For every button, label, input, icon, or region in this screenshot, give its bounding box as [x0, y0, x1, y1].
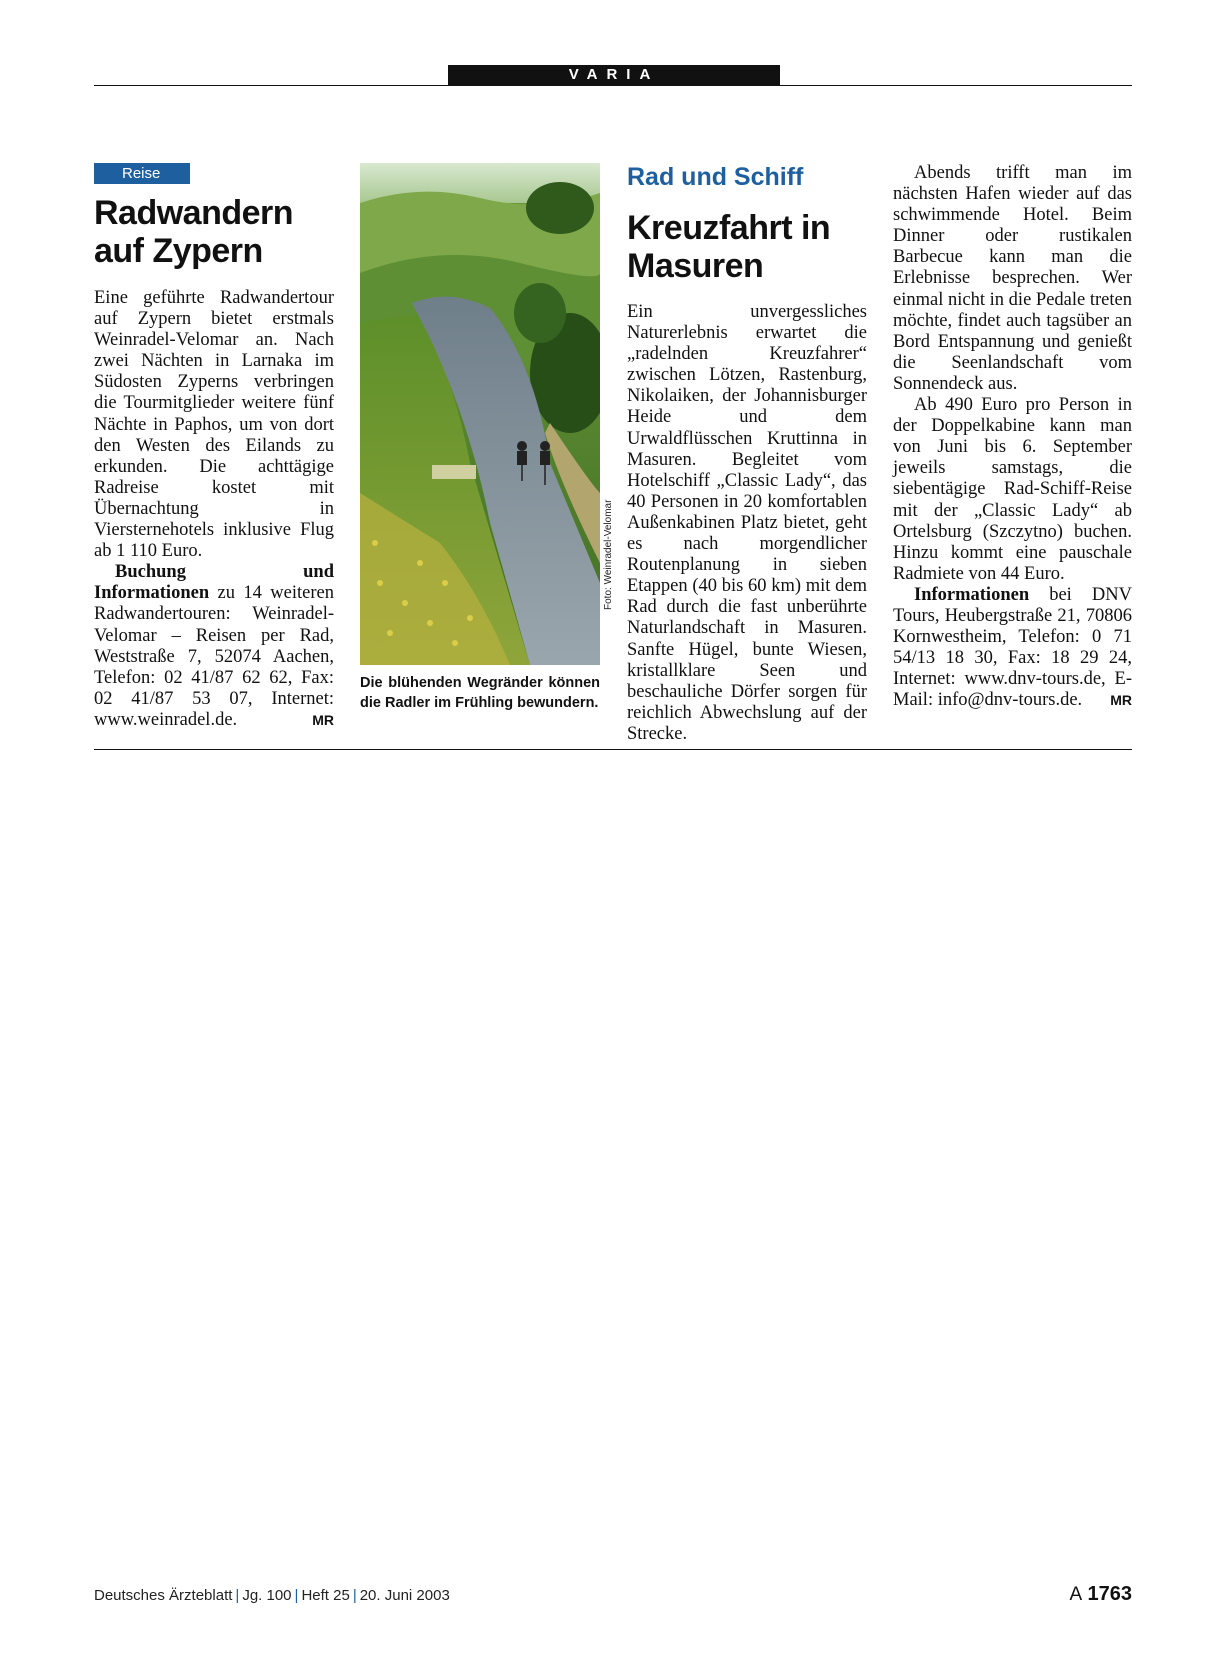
article-paragraph: Ein unvergessliches Naturerlebnis erwartet die „radelnden Kreuzfahrer“ zwischen Lötzen, Rastenburg, Nikolaiken, der Johannisburger Heide und dem Urwaldflüsschen Kruttinna in Masuren. Begleitet vom Hotelschiff „Classic Lady“, das 40 Personen in 20 komfortablen Außenkabinen Platz bietet, geht es nach morgendlicher Routenplanung in sieben Etappen (40 bis 60 km) mit dem Rad durch die fast unberührte Naturlandschaft in Masuren. Sanfte Hügel, bunte Wiesen, kristallklare Seen und beschauliche Dörfer sorgen für reichlich Abwechslung auf der Strecke. — [627, 302, 867, 744]
article-paragraph: Eine geführte Radwandertour auf Zypern bietet erstmals Weinradel-Velomar an. Nach zwei Nächten in Larnaka im Südosten Zyperns verbringen die Tourmitglieder weitere fünf Nächte in Paphos, um von dort den Westen des Eilands zu erkunden. Die achttägige Radreise kostet mit Übernachtung in Viersternehotels inklusive Flug ab 1 110 Euro. — [94, 288, 334, 562]
article-kreuzfahrt-continued — [893, 163, 1132, 711]
article-radwandern — [94, 163, 334, 731]
article-kreuzfahrt — [627, 163, 867, 745]
footer-separator: | — [352, 1587, 357, 1604]
photo-block — [360, 163, 600, 713]
page-prefix: A — [1069, 1584, 1083, 1605]
article-headline: Kreuzfahrt in Masuren — [627, 209, 831, 285]
journal-date: 20. Juni 2003 — [359, 1587, 450, 1604]
article-paragraph: Ab 490 Euro pro Person in der Doppelkabine kann man von Juni bis 6. September jeweils samstags, die siebentägige Rad-Schiff-Reise mit der „Classic Lady“ ab Ortelsburg (Szczytno) buchen. Hinzu kommt eine pauschale Radmiete von 44 Euro. — [893, 395, 1132, 584]
footer-citation — [94, 1587, 450, 1604]
article-body — [94, 288, 334, 731]
journal-issue: Heft 25 — [301, 1587, 350, 1604]
paragraph-lead: Buchung und Informationen — [94, 562, 334, 604]
footer-separator: | — [235, 1587, 240, 1604]
journal-name: Deutsches Ärzteblatt — [94, 1587, 233, 1604]
section-header: VARIA — [448, 65, 780, 85]
photo-caption: Die blühenden Wegränder können die Radler im Frühling bewundern. — [360, 675, 600, 711]
article-paragraph: Abends trifft man im nächsten Hafen wieder auf das schwimmende Hotel. Beim Dinner oder rustikalen Barbecue kann man die Erlebnisse besprechen. Wer einmal nicht in die Pedale treten möchte, findet auch tagsüber an Bord Entspannung und genießt die Seenlandschaft vom Sonnendeck aus. — [893, 163, 1132, 394]
paragraph-text: bei DNV Tours, Heubergstraße 21, 70806 Kornwestheim, Telefon: 0 71 54/13 18 30, Fax: 18 29 24, Internet: www.dnv-tours.de, E-Mail: info@dnv-tours.de. — [893, 584, 1132, 711]
paragraph-lead: Informationen — [914, 584, 1030, 605]
article-body — [893, 163, 1132, 711]
journal-volume: Jg. 100 — [242, 1587, 292, 1604]
article-kicker: Rad und Schiff — [627, 163, 804, 191]
author-signature: MR — [1110, 692, 1132, 709]
page-number — [1070, 1583, 1132, 1606]
article-headline: Radwandern auf Zypern — [94, 194, 294, 270]
bottom-rule — [94, 749, 1132, 750]
photo-credit-text: Foto: Weinradel-Velomar — [603, 499, 614, 610]
article-body — [627, 302, 867, 745]
article-paragraph — [94, 562, 334, 731]
cycling-photo — [360, 163, 600, 665]
paragraph-text: zu 14 weiteren Radwandertouren: Weinradel-Velomar – Reisen per Rad, Weststraße 7, 52074 Aachen, Telefon: 02 41/87 62 62, Fax: 02 41/87 53 07, Internet: www.weinradel.de. — [94, 583, 334, 730]
article-paragraph — [893, 585, 1132, 712]
author-signature: MR — [312, 711, 334, 728]
footer-separator: | — [294, 1587, 299, 1604]
rubric-label: Reise — [94, 163, 190, 184]
page-number-value: 1763 — [1087, 1583, 1132, 1605]
top-rule — [94, 85, 1132, 86]
